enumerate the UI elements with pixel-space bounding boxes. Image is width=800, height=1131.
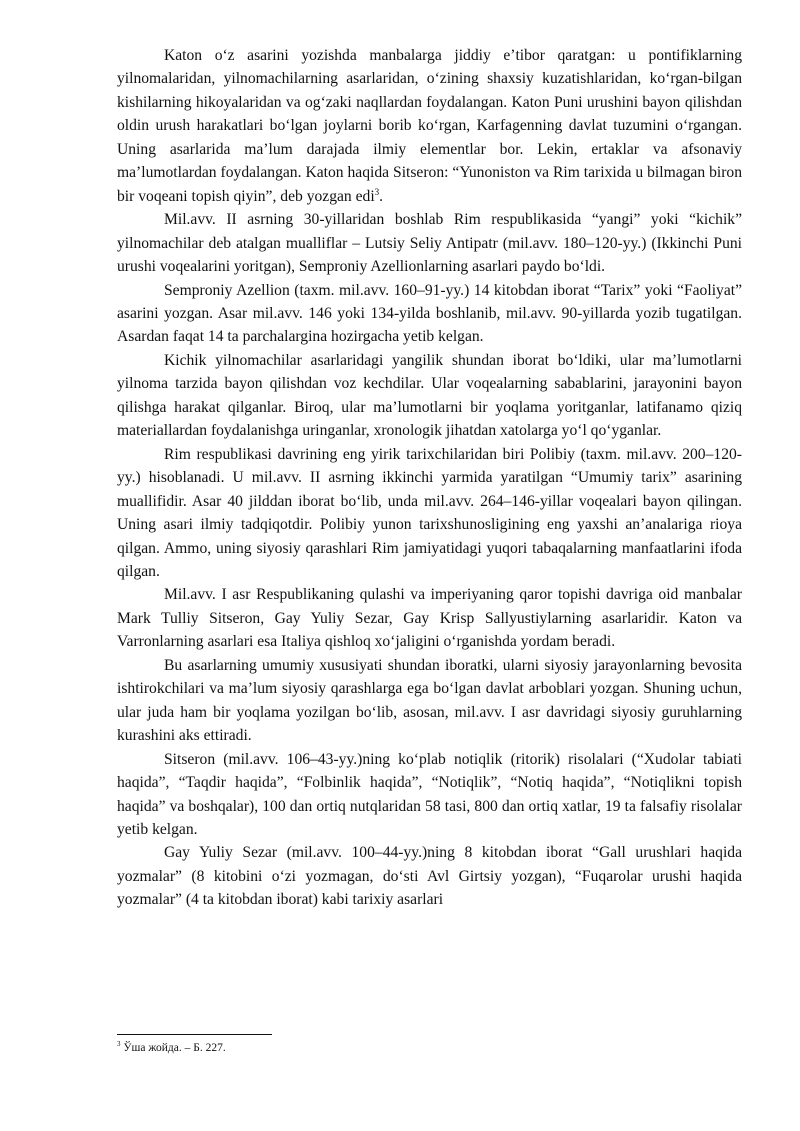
footnote-text: Ўша жойда. – Б. 227.: [120, 1042, 226, 1054]
paragraph-young-annalists: Mil.avv. II asrning 30-yillaridan boshlab Rim respublikasida “yangi” yoki “kichik” yilnomachilar deb atalgan mualliflar – Lutsiy Seliy Antipatr (mil.avv. 180–120-yy.) (Ikkinchi Puni urushi voqealarini yoritgan), Semproniy Azellionlarning asarlari paydo boʻldi.: [117, 211, 742, 276]
paragraph-minor-annalists-novelty: Kichik yilnomachilar asarlaridagi yangilik shundan iborat boʻldiki, ular maʼlumotlarni yilnoma tarzida bayon qilishdan voz kechdilar. Ular voqealarning sabablarini, jarayonini bayon qilishga harakat qilganlar. Biroq, ular maʼlumotlarni bir yoqlama yoritganlar, latifanamo qiziq materiallardan foydalanishga uringanlar, xronologik jihatdan xatolarga yoʻl qoʻyganlar.: [117, 351, 742, 440]
paragraph-cicero: Sitseron (mil.avv. 106–43-yy.)ning koʻplab notiqlik (ritorik) risolalari (“Xudolar tabiati haqida”, “Taqdir haqida”, “Folbinlik haqida”, “Notiqlik”, “Notiq haqida”, “Notiqlikni topish haqida” va boshqalar), 100 dan ortiq nutqlaridan 58 tasi, 800 dan ortiq xatlar, 19 ta falsafiy risolalar yetib kelgan.: [117, 750, 742, 838]
footnote-separator: [117, 1034, 272, 1035]
paragraph-text: Katon oʻz asarini yozishda manbalarga jiddiy eʼtibor qaratgan: u pontifiklarning yilnomalaridan, yilnomachilarning asarlaridan, oʻzining shaxsiy kuzatishlaridan, koʻrgan-bilgan kishilarning hikoyalaridan va ogʻzaki naqllardan foydalangan. Katon Puni urushini bayon qilishdan oldin urush harakatlari boʻlgan joylarni borib koʻrgan, Karfagenning davlat tuzumini oʻrgangan. Uning asarlarida maʼlum darajada ilmiy elementlar bor. Lekin, ertaklar va afsonaviy maʼlumotlardan foydalangan. Katon haqida Sitseron: “Yunoniston va Rim tarixida u bilmagan biron bir voqeani topish qiyin”, deb yozgan edi: [117, 47, 742, 205]
paragraph-tail: .: [379, 187, 384, 205]
footnote: [117, 1041, 226, 1055]
paragraph-katon-sources: [117, 44, 742, 208]
paragraph-common-feature: Bu asarlarning umumiy xususiyati shundan iboratki, ularni siyosiy jarayonlarning bevosita ishtirokchilari va maʼlum siyosiy qarashlarga ega boʻlgan davlat arboblari yozgan. Shuning uchun, ular juda ham bir yoqlama yozilgan boʻlib, asosan, mil.avv. I asr davridagi siyosiy guruhlarning kurashini aks ettiradi.: [117, 656, 742, 745]
page-body: [117, 44, 742, 912]
paragraph-first-century-sources: Mil.avv. I asr Respublikaning qulashi va imperiyaning qaror topishi davriga oid manbalar Mark Tulliy Sitseron, Gay Yuliy Sezar, Gay Krisp Sallyustiylarning asarlaridir. Katon va Varronlarning asarlari esa Italiya qishloq xoʻjaligini oʻrganishda yordam beradi.: [117, 586, 742, 651]
paragraph-caesar: Gay Yuliy Sezar (mil.avv. 100–44-yy.)ning 8 kitobdan iborat “Gall urushlari haqida yozmalar” (8 kitobini oʻzi yozmagan, doʻsti Avl Girtsiy yozgan), “Fuqarolar urushi haqida yozmalar” (4 ta kitobdan iborat) kabi tarixiy asarlari: [117, 844, 742, 909]
footnote-marker: 3: [117, 1040, 121, 1049]
paragraph-polybius: Rim respublikasi davrining eng yirik tarixchilaridan biri Polibiy (taxm. mil.avv. 200–120-yy.) hisoblanadi. U mil.avv. II asrning ikkinchi yarmida yaratilgan “Umumiy tarix” asarining muallifidir. Asar 40 jilddan iborat boʻlib, unda mil.avv. 264–146-yillar voqealari bayon qilingan. Uning asari ilmiy tadqiqotdir. Polibiy yunon tarixshunosligining eng yaxshi anʼanalariga rioya qilgan. Ammo, uning siyosiy qarashlari Rim jamiyatidagi yuqori tabaqalarning manfaatlarini ifoda qilgan.: [117, 445, 742, 580]
footnote-reference[interactable]: 3: [374, 186, 380, 197]
paragraph-sempronius-asellio: Semproniy Azellion (taxm. mil.avv. 160–91-yy.) 14 kitobdan iborat “Tarix” yoki “Faoliyat” asarini yozgan. Asar mil.avv. 146 yoki 134-yilda boshlanib, mil.avv. 90-yillarda yozib tugatilgan. Asardan faqat 14 ta parchalargina hozirgacha yetib kelgan.: [117, 281, 742, 346]
